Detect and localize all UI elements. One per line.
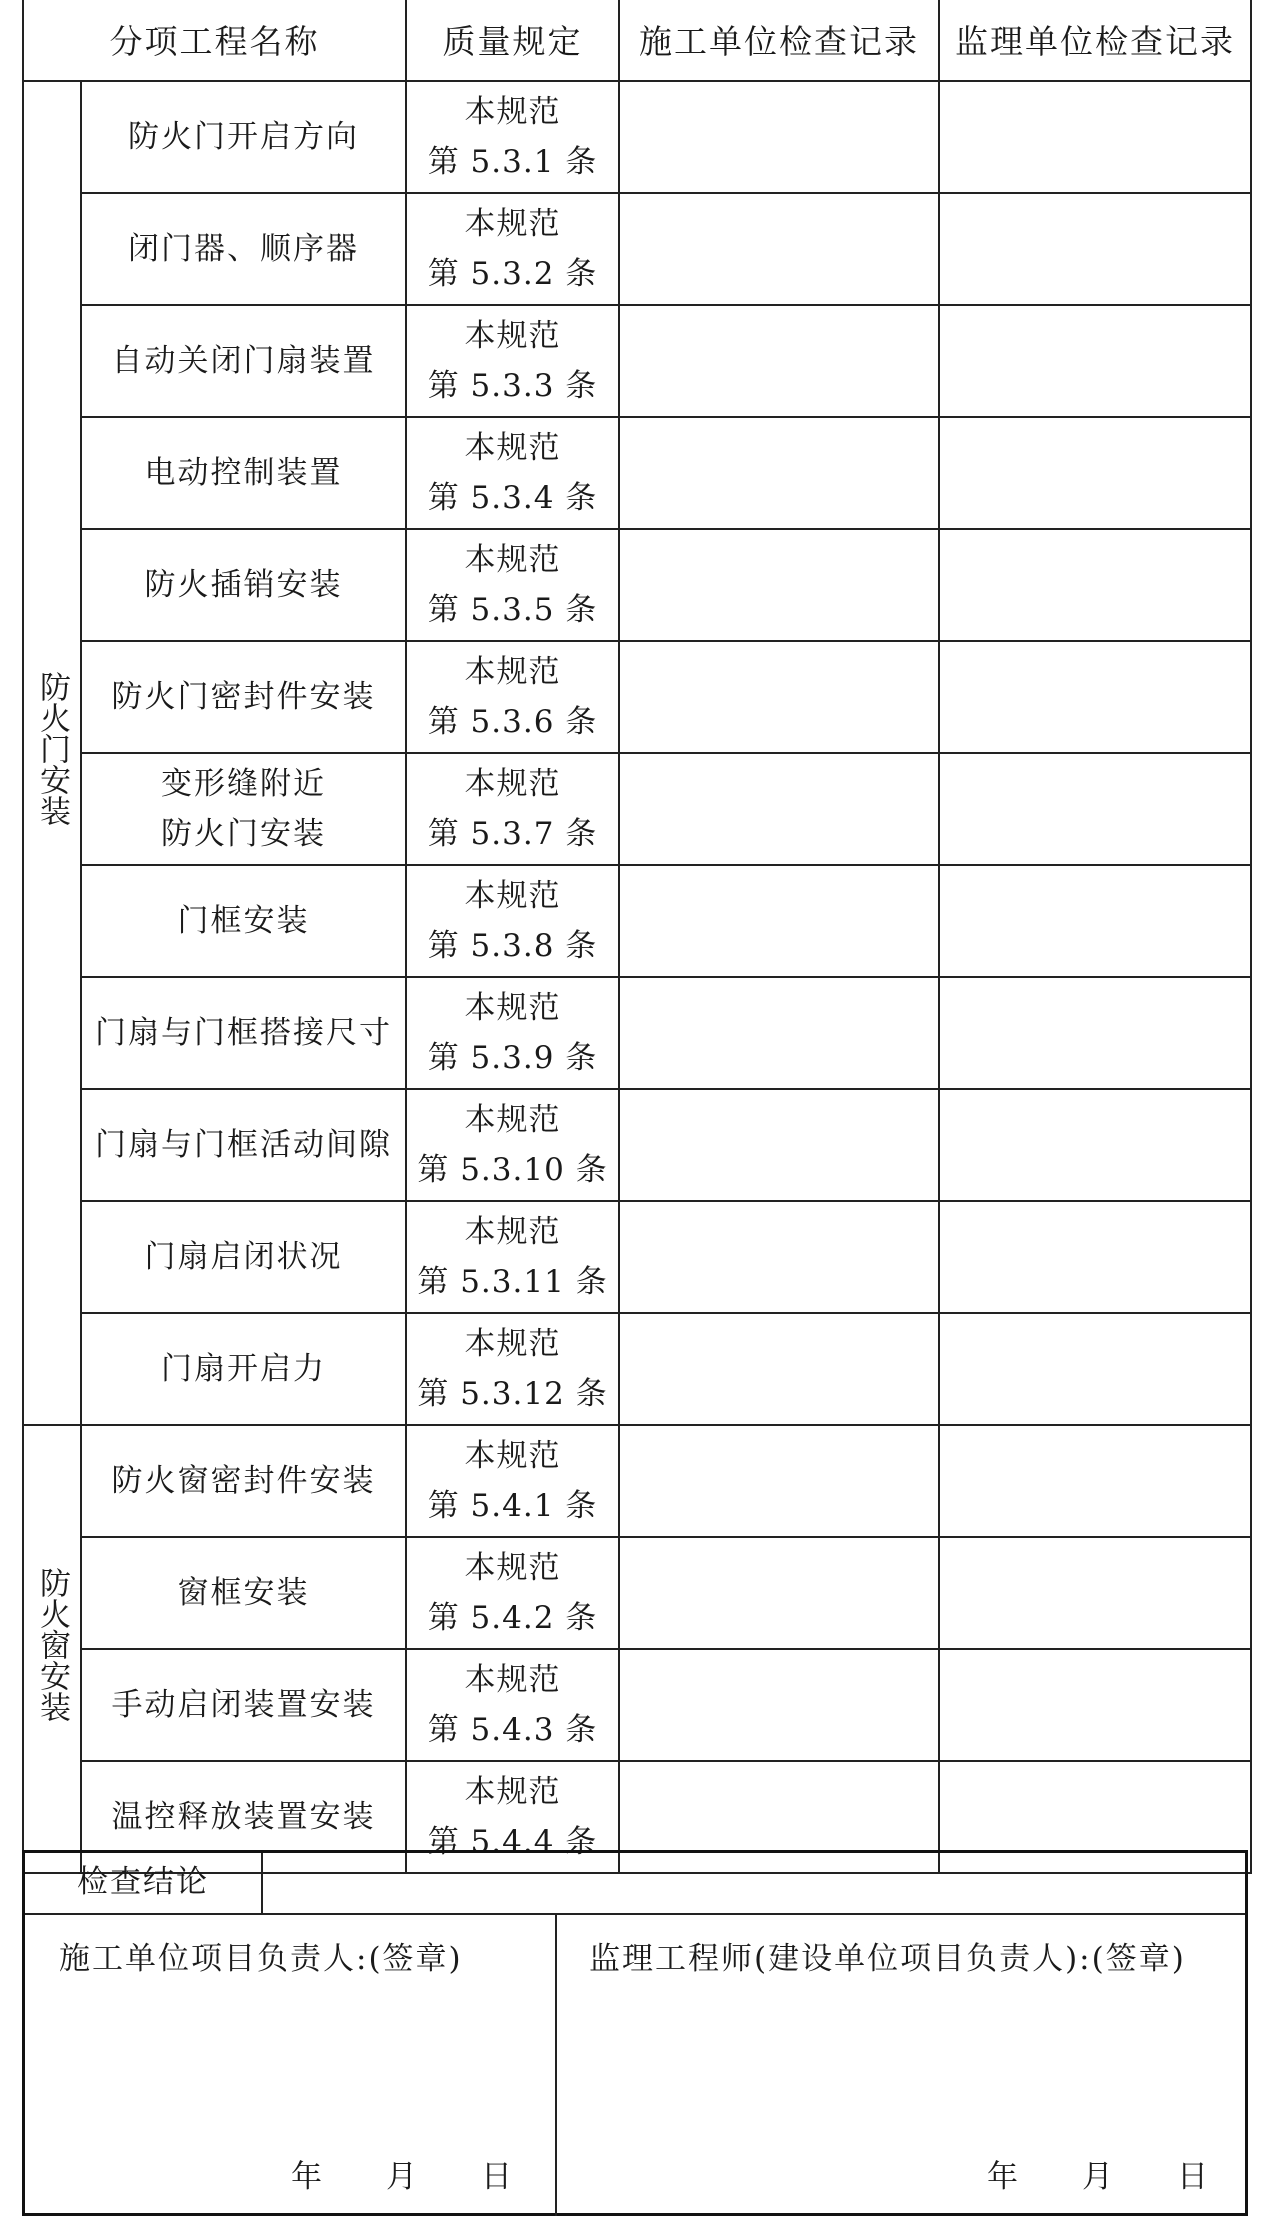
item-name: 自动关闭门扇装置 — [81, 305, 406, 417]
requirement-clause: 第 5.3.1 条 — [427, 144, 598, 180]
group-label-text: 防火窗安装 — [34, 1567, 70, 1722]
header-contractor-record: 施工单位检查记录 — [619, 0, 939, 81]
requirement-clause: 第 5.3.7 条 — [427, 816, 598, 852]
supervisor-record-cell[interactable] — [939, 865, 1251, 977]
item-name: 变形缝附近 防火门安装 — [81, 753, 406, 865]
requirement-clause: 第 5.3.3 条 — [427, 368, 598, 404]
requirement-cell — [406, 1425, 619, 1537]
supervisor-record-cell[interactable] — [939, 977, 1251, 1089]
item-name: 防火门开启方向 — [81, 81, 406, 193]
requirement-source: 本规范 — [464, 1214, 561, 1250]
requirement-cell — [406, 193, 619, 305]
requirement-cell — [406, 977, 619, 1089]
requirement-source: 本规范 — [464, 542, 561, 578]
requirement-source: 本规范 — [464, 878, 561, 914]
conclusion-row — [25, 1853, 1245, 1915]
requirement-clause: 第 5.3.2 条 — [427, 256, 598, 292]
contractor-record-cell[interactable] — [619, 753, 939, 865]
item-name: 门框安装 — [81, 865, 406, 977]
contractor-record-cell[interactable] — [619, 81, 939, 193]
table-row — [23, 977, 1251, 1089]
contractor-record-cell[interactable] — [619, 1425, 939, 1537]
requirement-cell — [406, 753, 619, 865]
requirement-clause: 第 5.3.12 条 — [417, 1376, 608, 1412]
item-name: 防火窗密封件安装 — [81, 1425, 406, 1537]
supervisor-record-cell[interactable] — [939, 753, 1251, 865]
table-header-row — [23, 0, 1251, 81]
requirement-cell — [406, 865, 619, 977]
date-month: 月 — [1082, 2159, 1113, 2195]
supervisor-record-cell[interactable] — [939, 641, 1251, 753]
table-row — [23, 417, 1251, 529]
item-name: 电动控制装置 — [81, 417, 406, 529]
conclusion-label: 检查结论 — [25, 1853, 263, 1913]
requirement-cell — [406, 1313, 619, 1425]
supervisor-record-cell[interactable] — [939, 1649, 1251, 1761]
table-row — [23, 1425, 1251, 1537]
contractor-record-cell[interactable] — [619, 1313, 939, 1425]
contractor-record-cell[interactable] — [619, 529, 939, 641]
requirement-cell — [406, 641, 619, 753]
item-name: 窗框安装 — [81, 1537, 406, 1649]
table-row — [23, 1537, 1251, 1649]
requirement-source: 本规范 — [464, 94, 561, 130]
date-day: 日 — [481, 2159, 512, 2195]
requirement-clause: 第 5.3.6 条 — [427, 704, 598, 740]
group-label — [23, 1425, 81, 1873]
requirement-source: 本规范 — [464, 1774, 561, 1810]
date-year: 年 — [987, 2159, 1018, 2195]
requirement-clause: 第 5.3.11 条 — [417, 1264, 608, 1300]
contractor-record-cell[interactable] — [619, 1537, 939, 1649]
date-year: 年 — [291, 2159, 322, 2195]
item-name: 手动启闭装置安装 — [81, 1649, 406, 1761]
contractor-record-cell[interactable] — [619, 1201, 939, 1313]
contractor-record-cell[interactable] — [619, 417, 939, 529]
supervisor-record-cell[interactable] — [939, 1089, 1251, 1201]
requirement-source: 本规范 — [464, 1438, 561, 1474]
requirement-source: 本规范 — [464, 654, 561, 690]
contractor-record-cell[interactable] — [619, 977, 939, 1089]
requirement-cell — [406, 81, 619, 193]
table-row — [23, 305, 1251, 417]
requirement-clause: 第 5.4.1 条 — [427, 1488, 598, 1524]
item-name: 防火插销安装 — [81, 529, 406, 641]
contractor-record-cell[interactable] — [619, 193, 939, 305]
requirement-cell — [406, 1649, 619, 1761]
date-month: 月 — [386, 2159, 417, 2195]
table-row — [23, 1089, 1251, 1201]
item-name: 门扇启闭状况 — [81, 1201, 406, 1313]
contractor-sign-label: 施工单位项目负责人:(签章) — [59, 1941, 463, 1977]
supervisor-record-cell[interactable] — [939, 1425, 1251, 1537]
table-row — [23, 1201, 1251, 1313]
table-row — [23, 865, 1251, 977]
supervisor-record-cell[interactable] — [939, 417, 1251, 529]
table-row — [23, 1313, 1251, 1425]
requirement-clause: 第 5.4.4 条 — [427, 1824, 598, 1860]
table-row — [23, 1649, 1251, 1761]
requirement-source: 本规范 — [464, 1326, 561, 1362]
requirement-clause: 第 5.4.3 条 — [427, 1712, 598, 1748]
supervisor-record-cell[interactable] — [939, 305, 1251, 417]
supervisor-sign-label: 监理工程师(建设单位项目负责人):(签章) — [589, 1941, 1186, 1977]
item-name: 防火门密封件安装 — [81, 641, 406, 753]
requirement-source: 本规范 — [464, 1550, 561, 1586]
supervisor-record-cell[interactable] — [939, 1313, 1251, 1425]
table-row — [23, 81, 1251, 193]
requirement-clause: 第 5.3.9 条 — [427, 1040, 598, 1076]
requirement-source: 本规范 — [464, 430, 561, 466]
requirement-source: 本规范 — [464, 990, 561, 1026]
contractor-record-cell[interactable] — [619, 641, 939, 753]
requirement-clause: 第 5.3.8 条 — [427, 928, 598, 964]
supervisor-date — [987, 2151, 1208, 2196]
supervisor-record-cell[interactable] — [939, 1537, 1251, 1649]
item-name: 温控释放装置安装 — [81, 1761, 406, 1873]
group-label — [23, 81, 81, 1425]
item-name: 闭门器、顺序器 — [81, 193, 406, 305]
requirement-cell — [406, 529, 619, 641]
requirement-source: 本规范 — [464, 1662, 561, 1698]
requirement-cell — [406, 1201, 619, 1313]
requirement-cell — [406, 1089, 619, 1201]
header-requirement: 质量规定 — [406, 0, 619, 81]
supervisor-record-cell[interactable] — [939, 193, 1251, 305]
table-row — [23, 529, 1251, 641]
item-name: 门扇与门框活动间隙 — [81, 1089, 406, 1201]
requirement-cell — [406, 1537, 619, 1649]
date-day: 日 — [1177, 2159, 1208, 2195]
sign-off-section — [22, 1850, 1248, 2216]
contractor-record-cell[interactable] — [619, 305, 939, 417]
requirement-clause: 第 5.3.4 条 — [427, 480, 598, 516]
supervisor-record-cell[interactable] — [939, 81, 1251, 193]
requirement-clause: 第 5.3.5 条 — [427, 592, 598, 628]
group-label-text: 防火门安装 — [34, 671, 70, 826]
item-name: 门扇与门框搭接尺寸 — [81, 977, 406, 1089]
requirement-source: 本规范 — [464, 766, 561, 802]
header-supervisor-record: 监理单位检查记录 — [939, 0, 1251, 81]
table-row — [23, 753, 1251, 865]
requirement-source: 本规范 — [464, 206, 561, 242]
supervisor-record-cell[interactable] — [939, 1201, 1251, 1313]
requirement-source: 本规范 — [464, 318, 561, 354]
contractor-date — [291, 2151, 512, 2196]
table-row — [23, 641, 1251, 753]
requirement-cell — [406, 305, 619, 417]
requirement-clause: 第 5.4.2 条 — [427, 1600, 598, 1636]
header-item-name: 分项工程名称 — [23, 0, 406, 81]
item-name: 门扇开启力 — [81, 1313, 406, 1425]
inspection-table — [22, 0, 1252, 1874]
requirement-source: 本规范 — [464, 1102, 561, 1138]
contractor-record-cell[interactable] — [619, 1089, 939, 1201]
supervisor-record-cell[interactable] — [939, 529, 1251, 641]
contractor-record-cell[interactable] — [619, 1649, 939, 1761]
requirement-cell — [406, 417, 619, 529]
contractor-record-cell[interactable] — [619, 865, 939, 977]
table-row — [23, 193, 1251, 305]
requirement-clause: 第 5.3.10 条 — [417, 1152, 608, 1188]
sign-divider — [555, 1915, 557, 2216]
